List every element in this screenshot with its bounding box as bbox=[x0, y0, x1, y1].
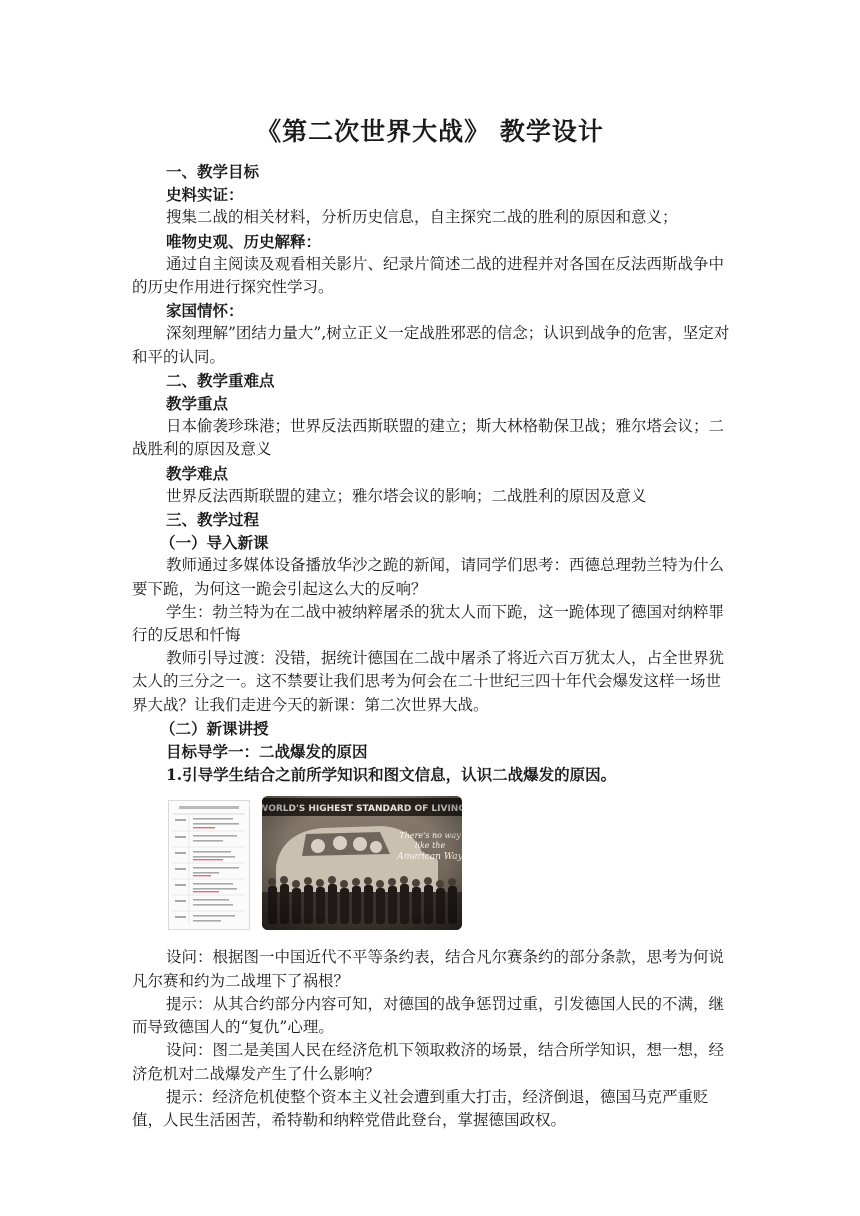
hint-2: 提示：经济危机使整个资本主义社会遭到重大打击，经济倒退，德国马克严重贬值，人民生活困苦，希特勒和纳粹党借此登台，掌握德国政权。 bbox=[132, 1087, 709, 1129]
section-heading-key-points: 二、教学重难点 bbox=[166, 370, 275, 390]
paragraph-materialism: 通过自主阅读及观看相关影片、纪录片简述二战的进程并对各国在反法西斯战争中的历史作用进行探究性学习。 bbox=[132, 254, 725, 297]
paragraph-evidence: 搜集二战的相关材料，分析历史信息，自主探究二战的胜利的原因和意义； bbox=[166, 208, 678, 227]
paragraph-intro-2: 学生：勃兰特为在二战中被纳粹屠杀的犹太人而下跪，这一跪体现了德国对纳粹罪行的反思和忏悔 bbox=[132, 602, 725, 645]
subheading-difficulty: 教学难点 bbox=[166, 463, 229, 483]
treaty-table-image bbox=[168, 800, 250, 930]
subheading-key: 教学重点 bbox=[166, 394, 229, 414]
paragraph-key: 日本偷袭珍珠港；世界反法西斯联盟的建立；斯大林格勒保卫战；雅尔塔会议；二战胜利的原因及意义 bbox=[132, 417, 725, 459]
step-1: 1.引导学生结合之前所学知识和图文信息，认识二战爆发的原因。 bbox=[166, 765, 617, 785]
depression-relief-line-photo bbox=[262, 796, 462, 930]
subheading-evidence: 史料实证： bbox=[166, 185, 244, 205]
subheading-patriotism: 家国情怀： bbox=[166, 301, 244, 321]
question-2: 设问：图二是美国人民在经济危机下领取救济的场景，结合所学知识，想一想，经济危机对二战爆发产生了什么影响？ bbox=[132, 1041, 725, 1083]
paragraph-difficulty: 世界反法西斯联盟的建立；雅尔塔会议的影响；二战胜利的原因及意义 bbox=[166, 486, 647, 505]
subheading-new-lesson: （二）新课讲授 bbox=[160, 718, 269, 738]
document-title: 《第二次世界大战》 教学设计 bbox=[256, 117, 604, 146]
section-heading-process: 三、教学过程 bbox=[166, 510, 260, 530]
figures-row bbox=[132, 796, 732, 938]
subheading-materialism: 唯物史观、历史解释： bbox=[166, 231, 322, 251]
paragraph-intro-1: 教师通过多媒体设备播放华沙之跪的新闻，请同学们思考：西德总理勃兰特为什么要下跪，为何这一跪会引起这么大的反响？ bbox=[132, 556, 725, 598]
subheading-goal-1: 目标导学一：二战爆发的原因 bbox=[166, 742, 368, 762]
section-heading-objectives: 一、教学目标 bbox=[166, 162, 260, 181]
document-body bbox=[132, 160, 732, 1132]
subheading-intro: （一）导入新课 bbox=[160, 533, 269, 553]
paragraph-intro-3: 教师引导过渡：没错，据统计德国在二战中屠杀了将近六百万犹太人，占全世界犹太人的三分之一。这不禁要让我们思考为何会在二十世纪三四十年代会爆发这样一场世界大战？让我们走进今天的新课：第二次世界大战。 bbox=[132, 649, 725, 714]
question-1: 设问：根据图一中国近代不平等条约表，结合凡尔赛条约的部分条款，思考为何说凡尔赛和约为二战埋下了祸根？ bbox=[132, 948, 725, 990]
paragraph-patriotism: 深刻理解”团结力量大”,树立正义一定战胜邪恶的信念；认识到战争的危害，坚定对和平的认同。 bbox=[132, 324, 730, 366]
hint-1: 提示：从其合约部分内容可知，对德国的战争惩罚过重，引发德国人民的不满，继而导致德国人的“复仇”心理。 bbox=[132, 994, 725, 1037]
